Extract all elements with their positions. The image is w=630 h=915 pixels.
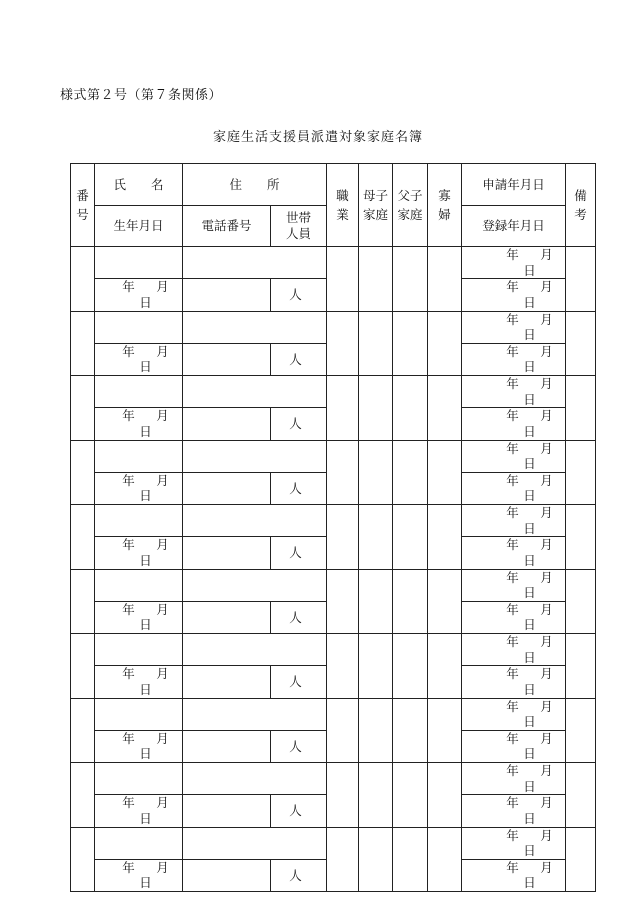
record-father-child-cell[interactable] xyxy=(393,247,428,312)
record-household-count-cell[interactable] xyxy=(271,279,327,311)
date-year-label: 年 xyxy=(122,472,135,488)
record-name-cell[interactable] xyxy=(95,763,183,795)
date-year-label: 年 xyxy=(506,408,519,424)
record-father-child-cell[interactable] xyxy=(393,827,428,892)
date-day-label: 日 xyxy=(523,456,536,472)
record-phone-cell[interactable] xyxy=(183,472,271,504)
record-name-cell[interactable] xyxy=(95,698,183,730)
date-day-label: 日 xyxy=(139,875,152,891)
date-year-label: 年 xyxy=(506,569,519,585)
date-month-label: 月 xyxy=(156,472,169,488)
record-mother-child-cell[interactable] xyxy=(359,569,393,634)
date-day-label: 日 xyxy=(523,649,536,665)
person-unit-label: 人 xyxy=(289,738,302,754)
record-birth-date-cell[interactable] xyxy=(95,601,183,633)
date-year-label: 年 xyxy=(122,537,135,553)
record-registration-date-cell[interactable] xyxy=(462,666,566,698)
record-address-cell[interactable] xyxy=(183,311,327,343)
record-mother-child-cell[interactable] xyxy=(359,634,393,699)
person-unit-label: 人 xyxy=(289,351,302,367)
record-registration-date-cell[interactable] xyxy=(462,472,566,504)
record-number-cell[interactable] xyxy=(71,311,95,376)
record-occupation-cell[interactable] xyxy=(327,505,359,570)
record-household-count-cell[interactable] xyxy=(271,859,327,891)
record-remarks-cell[interactable] xyxy=(566,634,596,699)
header-occupation-label: 職業 xyxy=(336,187,349,222)
record-mother-child-cell[interactable] xyxy=(359,247,393,312)
header-mother-child xyxy=(359,164,393,247)
header-registration-date: 登録年月日 xyxy=(462,206,566,247)
record-phone-cell[interactable] xyxy=(183,601,271,633)
record-row-top xyxy=(71,376,596,408)
record-remarks-cell[interactable] xyxy=(566,827,596,892)
record-household-count-cell[interactable] xyxy=(271,795,327,827)
date-year-label: 年 xyxy=(506,827,519,843)
date-month-label: 月 xyxy=(540,763,553,778)
record-mother-child-cell[interactable] xyxy=(359,311,393,376)
record-father-child-cell[interactable] xyxy=(393,569,428,634)
form-label: 様式第２号（第７条関係） xyxy=(60,88,223,103)
date-month-label: 月 xyxy=(540,505,553,520)
record-widow-cell[interactable] xyxy=(428,634,462,699)
date-year-label: 年 xyxy=(122,666,135,682)
header-application-date: 申請年月日 xyxy=(462,164,566,206)
date-month-label: 月 xyxy=(156,601,169,617)
date-day-label: 日 xyxy=(139,681,152,697)
record-phone-cell[interactable] xyxy=(183,408,271,440)
record-number-cell[interactable] xyxy=(71,569,95,634)
record-number-cell[interactable] xyxy=(71,247,95,312)
record-occupation-cell[interactable] xyxy=(327,763,359,828)
date-day-label: 日 xyxy=(139,488,152,504)
record-occupation-cell[interactable] xyxy=(327,440,359,505)
record-remarks-cell[interactable] xyxy=(566,505,596,570)
record-father-child-cell[interactable] xyxy=(393,698,428,763)
record-remarks-cell[interactable] xyxy=(566,311,596,376)
header-number-label: 番号 xyxy=(76,187,89,222)
record-row-top xyxy=(71,634,596,666)
date-year-label: 年 xyxy=(506,505,519,520)
record-occupation-cell[interactable] xyxy=(327,376,359,441)
record-name-cell[interactable] xyxy=(95,505,183,537)
record-household-count-cell[interactable] xyxy=(271,666,327,698)
record-row-top xyxy=(71,505,596,537)
date-month-label: 月 xyxy=(540,795,553,811)
date-day-label: 日 xyxy=(523,585,536,601)
record-registration-date-cell[interactable] xyxy=(462,343,566,375)
record-name-cell[interactable] xyxy=(95,634,183,666)
date-day-label: 日 xyxy=(523,778,536,794)
date-day-label: 日 xyxy=(523,423,536,439)
date-year-label: 年 xyxy=(506,859,519,875)
date-month-label: 月 xyxy=(540,279,553,295)
date-month-label: 月 xyxy=(540,537,553,553)
record-phone-cell[interactable] xyxy=(183,730,271,762)
record-name-cell[interactable] xyxy=(95,827,183,859)
date-month-label: 月 xyxy=(540,343,553,359)
record-phone-cell[interactable] xyxy=(183,279,271,311)
record-registration-date-cell[interactable] xyxy=(462,279,566,311)
record-row-top xyxy=(71,763,596,795)
record-application-date-cell[interactable] xyxy=(462,827,566,859)
record-name-cell[interactable] xyxy=(95,440,183,472)
header-birth-date: 生年月日 xyxy=(95,206,183,247)
record-birth-date-cell[interactable] xyxy=(95,666,183,698)
record-household-count-cell[interactable] xyxy=(271,537,327,569)
date-month-label: 月 xyxy=(540,440,553,456)
date-month-label: 月 xyxy=(540,634,553,649)
date-year-label: 年 xyxy=(506,795,519,811)
date-day-label: 日 xyxy=(139,746,152,762)
record-occupation-cell[interactable] xyxy=(327,247,359,312)
date-day-label: 日 xyxy=(523,327,536,343)
record-widow-cell[interactable] xyxy=(428,569,462,634)
record-phone-cell[interactable] xyxy=(183,537,271,569)
record-remarks-cell[interactable] xyxy=(566,698,596,763)
record-address-cell[interactable] xyxy=(183,634,327,666)
date-year-label: 年 xyxy=(506,279,519,295)
date-month-label: 月 xyxy=(156,859,169,875)
record-birth-date-cell[interactable] xyxy=(95,795,183,827)
person-unit-label: 人 xyxy=(289,674,302,690)
date-day-label: 日 xyxy=(523,746,536,762)
record-address-cell[interactable] xyxy=(183,569,327,601)
date-day-label: 日 xyxy=(523,552,536,568)
date-day-label: 日 xyxy=(139,617,152,633)
date-year-label: 年 xyxy=(122,408,135,424)
date-year-label: 年 xyxy=(122,795,135,811)
record-number-cell[interactable] xyxy=(71,440,95,505)
record-number-cell[interactable] xyxy=(71,376,95,441)
record-name-cell[interactable] xyxy=(95,376,183,408)
date-year-label: 年 xyxy=(506,601,519,617)
record-registration-date-cell[interactable] xyxy=(462,859,566,891)
header-household-members-line1: 世帯 xyxy=(286,210,312,226)
person-unit-label: 人 xyxy=(289,867,302,883)
date-day-label: 日 xyxy=(523,617,536,633)
record-remarks-cell[interactable] xyxy=(566,569,596,634)
date-month-label: 月 xyxy=(540,311,553,327)
date-year-label: 年 xyxy=(506,634,519,649)
date-year-label: 年 xyxy=(506,698,519,714)
record-occupation-cell[interactable] xyxy=(327,634,359,699)
header-occupation xyxy=(327,164,359,247)
record-number-cell[interactable] xyxy=(71,505,95,570)
record-widow-cell[interactable] xyxy=(428,376,462,441)
record-address-cell[interactable] xyxy=(183,698,327,730)
record-application-date-cell[interactable] xyxy=(462,311,566,343)
date-month-label: 月 xyxy=(156,408,169,424)
date-month-label: 月 xyxy=(540,827,553,843)
header-row-top xyxy=(71,164,596,206)
date-month-label: 月 xyxy=(540,569,553,585)
header-widow-label: 寡婦 xyxy=(438,187,451,222)
record-remarks-cell[interactable] xyxy=(566,247,596,312)
date-month-label: 月 xyxy=(540,666,553,682)
date-year-label: 年 xyxy=(506,343,519,359)
record-address-cell[interactable] xyxy=(183,763,327,795)
date-day-label: 日 xyxy=(139,359,152,375)
date-year-label: 年 xyxy=(506,440,519,456)
date-day-label: 日 xyxy=(523,294,536,310)
header-mother-child-label: 母子家庭 xyxy=(363,187,389,222)
date-month-label: 月 xyxy=(156,795,169,811)
record-household-count-cell[interactable] xyxy=(271,343,327,375)
person-unit-label: 人 xyxy=(289,287,302,303)
record-father-child-cell[interactable] xyxy=(393,311,428,376)
date-month-label: 月 xyxy=(540,859,553,875)
record-occupation-cell[interactable] xyxy=(327,827,359,892)
record-remarks-cell[interactable] xyxy=(566,763,596,828)
date-year-label: 年 xyxy=(506,247,519,262)
record-number-cell[interactable] xyxy=(71,827,95,892)
date-year-label: 年 xyxy=(122,730,135,746)
record-address-cell[interactable] xyxy=(183,247,327,279)
date-year-label: 年 xyxy=(506,376,519,391)
record-registration-date-cell[interactable] xyxy=(462,601,566,633)
date-year-label: 年 xyxy=(506,730,519,746)
person-unit-label: 人 xyxy=(289,609,302,625)
record-registration-date-cell[interactable] xyxy=(462,795,566,827)
date-day-label: 日 xyxy=(139,810,152,826)
record-address-cell[interactable] xyxy=(183,827,327,859)
date-month-label: 月 xyxy=(540,730,553,746)
register-table xyxy=(70,163,596,892)
header-father-child-label: 父子家庭 xyxy=(397,187,423,222)
date-day-label: 日 xyxy=(523,262,536,278)
record-remarks-cell[interactable] xyxy=(566,376,596,441)
date-month-label: 月 xyxy=(540,408,553,424)
record-widow-cell[interactable] xyxy=(428,311,462,376)
record-occupation-cell[interactable] xyxy=(327,311,359,376)
record-application-date-cell[interactable] xyxy=(462,698,566,730)
record-birth-date-cell[interactable] xyxy=(95,859,183,891)
date-day-label: 日 xyxy=(139,423,152,439)
record-father-child-cell[interactable] xyxy=(393,763,428,828)
record-address-cell[interactable] xyxy=(183,376,327,408)
record-application-date-cell[interactable] xyxy=(462,634,566,666)
record-name-cell[interactable] xyxy=(95,569,183,601)
header-household-members-line2: 人員 xyxy=(286,226,312,241)
date-year-label: 年 xyxy=(506,537,519,553)
date-day-label: 日 xyxy=(139,294,152,310)
header-household-members xyxy=(271,206,327,247)
record-widow-cell[interactable] xyxy=(428,440,462,505)
record-widow-cell[interactable] xyxy=(428,698,462,763)
record-widow-cell[interactable] xyxy=(428,505,462,570)
header-address: 住 所 xyxy=(183,164,327,206)
header-name: 氏 名 xyxy=(95,164,183,206)
document-title: 家庭生活支援員派遣対象家庭名簿 xyxy=(212,130,423,145)
record-registration-date-cell[interactable] xyxy=(462,408,566,440)
record-father-child-cell[interactable] xyxy=(393,376,428,441)
date-day-label: 日 xyxy=(523,391,536,407)
record-widow-cell[interactable] xyxy=(428,827,462,892)
record-phone-cell[interactable] xyxy=(183,795,271,827)
date-day-label: 日 xyxy=(523,875,536,891)
person-unit-label: 人 xyxy=(289,803,302,819)
date-day-label: 日 xyxy=(523,359,536,375)
record-phone-cell[interactable] xyxy=(183,859,271,891)
record-household-count-cell[interactable] xyxy=(271,408,327,440)
record-row-top xyxy=(71,440,596,472)
record-birth-date-cell[interactable] xyxy=(95,472,183,504)
record-birth-date-cell[interactable] xyxy=(95,408,183,440)
date-month-label: 月 xyxy=(156,730,169,746)
record-widow-cell[interactable] xyxy=(428,247,462,312)
date-day-label: 日 xyxy=(523,681,536,697)
date-month-label: 月 xyxy=(156,666,169,682)
record-application-date-cell[interactable] xyxy=(462,440,566,472)
date-year-label: 年 xyxy=(506,666,519,682)
person-unit-label: 人 xyxy=(289,480,302,496)
record-father-child-cell[interactable] xyxy=(393,505,428,570)
record-registration-date-cell[interactable] xyxy=(462,537,566,569)
date-day-label: 日 xyxy=(523,488,536,504)
date-month-label: 月 xyxy=(540,376,553,391)
date-month-label: 月 xyxy=(540,601,553,617)
record-birth-date-cell[interactable] xyxy=(95,279,183,311)
record-household-count-cell[interactable] xyxy=(271,472,327,504)
record-address-cell[interactable] xyxy=(183,505,327,537)
record-household-count-cell[interactable] xyxy=(271,601,327,633)
record-application-date-cell[interactable] xyxy=(462,569,566,601)
record-occupation-cell[interactable] xyxy=(327,569,359,634)
record-name-cell[interactable] xyxy=(95,311,183,343)
date-month-label: 月 xyxy=(540,247,553,262)
record-name-cell[interactable] xyxy=(95,247,183,279)
date-year-label: 年 xyxy=(122,859,135,875)
record-number-cell[interactable] xyxy=(71,763,95,828)
record-remarks-cell[interactable] xyxy=(566,440,596,505)
person-unit-label: 人 xyxy=(289,416,302,432)
record-mother-child-cell[interactable] xyxy=(359,440,393,505)
record-address-cell[interactable] xyxy=(183,440,327,472)
record-father-child-cell[interactable] xyxy=(393,440,428,505)
record-row-top xyxy=(71,311,596,343)
record-application-date-cell[interactable] xyxy=(462,247,566,279)
record-application-date-cell[interactable] xyxy=(462,505,566,537)
date-year-label: 年 xyxy=(506,472,519,488)
date-year-label: 年 xyxy=(122,343,135,359)
date-month-label: 月 xyxy=(156,537,169,553)
date-month-label: 月 xyxy=(540,698,553,714)
record-application-date-cell[interactable] xyxy=(462,763,566,795)
record-number-cell[interactable] xyxy=(71,634,95,699)
date-year-label: 年 xyxy=(122,279,135,295)
record-row-top xyxy=(71,827,596,859)
date-month-label: 月 xyxy=(156,279,169,295)
date-day-label: 日 xyxy=(139,552,152,568)
record-application-date-cell[interactable] xyxy=(462,376,566,408)
record-mother-child-cell[interactable] xyxy=(359,505,393,570)
header-father-child xyxy=(393,164,428,247)
record-phone-cell[interactable] xyxy=(183,343,271,375)
date-day-label: 日 xyxy=(523,810,536,826)
header-number xyxy=(71,164,95,247)
record-phone-cell[interactable] xyxy=(183,666,271,698)
date-year-label: 年 xyxy=(506,311,519,327)
record-occupation-cell[interactable] xyxy=(327,698,359,763)
record-row-top xyxy=(71,247,596,279)
record-row-top xyxy=(71,569,596,601)
record-mother-child-cell[interactable] xyxy=(359,763,393,828)
record-birth-date-cell[interactable] xyxy=(95,343,183,375)
record-mother-child-cell[interactable] xyxy=(359,376,393,441)
record-father-child-cell[interactable] xyxy=(393,634,428,699)
header-widow xyxy=(428,164,462,247)
record-widow-cell[interactable] xyxy=(428,763,462,828)
record-number-cell[interactable] xyxy=(71,698,95,763)
date-day-label: 日 xyxy=(523,843,536,859)
record-registration-date-cell[interactable] xyxy=(462,730,566,762)
date-day-label: 日 xyxy=(523,714,536,730)
record-household-count-cell[interactable] xyxy=(271,730,327,762)
header-remarks xyxy=(566,164,596,247)
record-mother-child-cell[interactable] xyxy=(359,827,393,892)
record-mother-child-cell[interactable] xyxy=(359,698,393,763)
header-remarks-label: 備考 xyxy=(574,187,587,222)
record-row-top xyxy=(71,698,596,730)
header-phone: 電話番号 xyxy=(183,206,271,247)
record-birth-date-cell[interactable] xyxy=(95,730,183,762)
record-birth-date-cell[interactable] xyxy=(95,537,183,569)
person-unit-label: 人 xyxy=(289,545,302,561)
date-year-label: 年 xyxy=(122,601,135,617)
date-year-label: 年 xyxy=(506,763,519,778)
date-month-label: 月 xyxy=(156,343,169,359)
date-day-label: 日 xyxy=(523,520,536,536)
date-month-label: 月 xyxy=(540,472,553,488)
